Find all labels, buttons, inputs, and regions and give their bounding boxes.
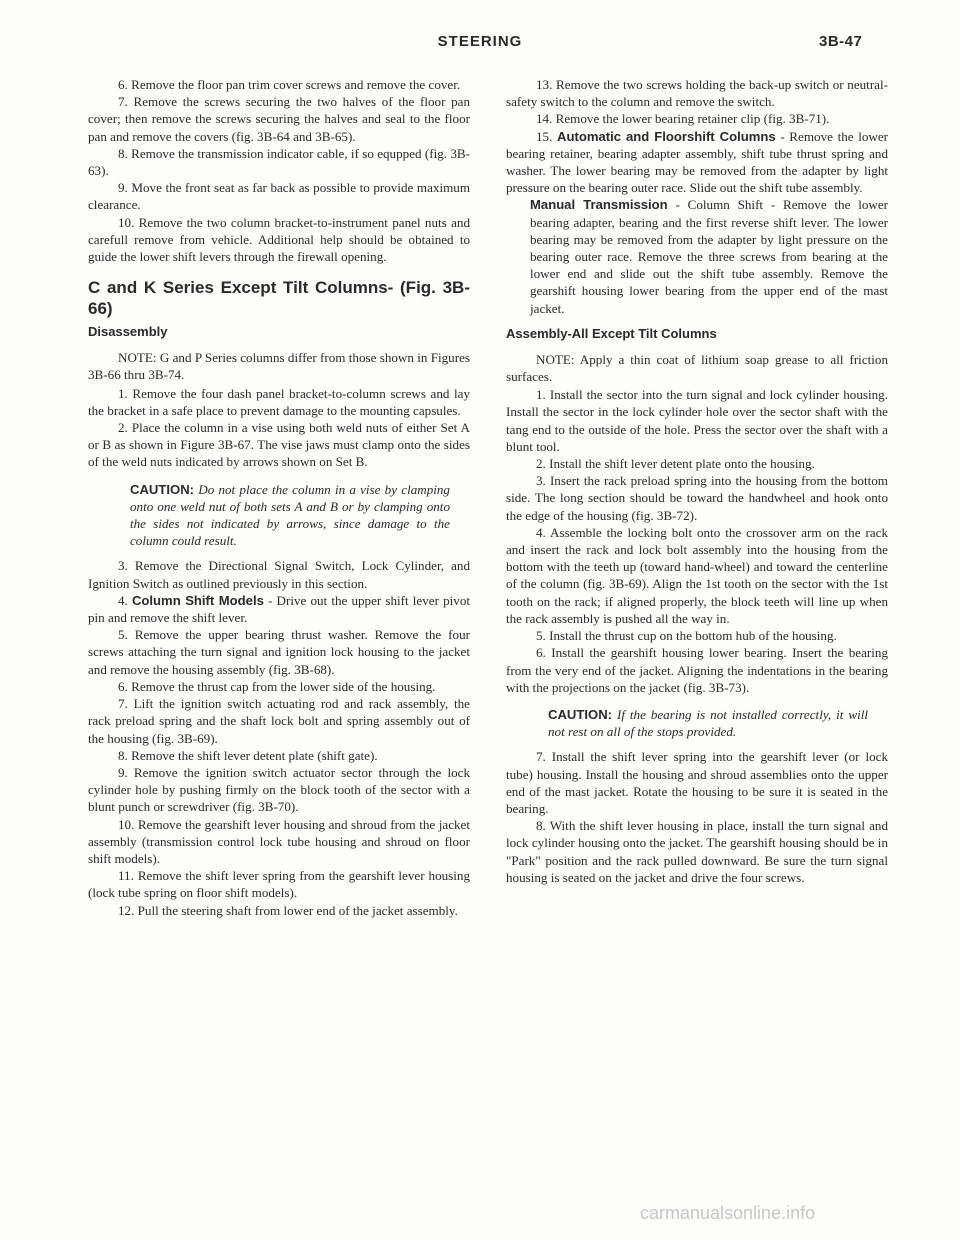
disassembly-step-1: 1. Remove the four dash panel bracket-to-column screws and lay the bracket in a safe place to prevent damage to the mounting capsules. bbox=[88, 385, 470, 418]
assembly-step-3: 3. Insert the rack preload spring into the housing from the bottom side. The long section should be toward the handwheel and hook onto the edge of the housing (fig. 3B-72). bbox=[506, 473, 888, 523]
page-number: 3B-47 bbox=[819, 33, 863, 50]
assembly-step-8: 8. With the shift lever housing in place, install the turn signal and lock cylinder housing onto the jacket. The gearshift housing should be in "Park" position and the rack pulled downward. Be sure the turn signal housing is seated on the jacket and drive the four screws. bbox=[506, 818, 888, 885]
column-shift-label: Column Shift Models bbox=[131, 592, 264, 608]
note-grease: NOTE: Apply a thin coat of lithium soap grease to all friction surfaces. bbox=[506, 351, 888, 385]
step-10: 10. Remove the two column bracket-to-instrument panel nuts and carefull remove from vehicle. Additional help should be obtained to guide the lower shift levers through the firewall opening. bbox=[88, 214, 470, 265]
assembly-heading: Assembly-All Except Tilt Columns bbox=[506, 325, 717, 341]
caution-bearing bbox=[506, 706, 888, 740]
disassembly-step-6: 6. Remove the thrust cap from the lower side of the housing. bbox=[118, 678, 436, 694]
caution-label: CAUTION: bbox=[548, 706, 613, 722]
note-series: NOTE: G and P Series columns differ from those shown in Figures 3B-66 thru 3B-74. bbox=[88, 350, 470, 383]
disassembly-step-13: 13. Remove the two screws holding the back-up switch or neutral-safety switch to the column and remove the switch. bbox=[506, 77, 888, 110]
assembly-step-7: 7. Install the shift lever spring into the gearshift lever (or lock tube) housing. Install the housing and shroud assemblies onto the upper end of the mast jacket. Rotate the housing to be sure it is seated in the bearing. bbox=[506, 749, 888, 816]
disassembly-step-4: 4. Column Shift Models - Drive out the upper shift lever pivot pin and remove the shift lever. bbox=[88, 592, 471, 626]
disassembly-step-2: 2. Place the column in a vise using both weld nuts of either Set A or B as shown in Figure 3B-67. The vise jaws must clamp onto the sides of the weld nuts indicated by arrows shown on Set B. bbox=[88, 420, 470, 470]
disassembly-step-5: 5. Remove the upper bearing thrust washer. Remove the four screws attaching the turn signal and ignition lock housing to the jacket and remove the housing assembly (fig. 3B-68). bbox=[88, 627, 470, 677]
assembly-step-5: 5. Install the thrust cup on the bottom hub of the housing. bbox=[536, 628, 837, 644]
step-8: 8. Remove the transmission indicator cable, if so equpped (fig. 3B-63). bbox=[88, 145, 470, 179]
disassembly-step-15: 15. Automatic and Floorshift Columns - Remove the lower bearing retainer, bearing adapter assembly, shift tube thrust spring and washer. The lower bearing may be removed from the adapter by light pressure on the bearing outer race. Slide out the shift tube assembly. bbox=[506, 128, 889, 196]
disassembly-step-12: 12. Pull the steering shaft from lower end of the jacket assembly. bbox=[118, 902, 458, 918]
running-title: STEERING bbox=[437, 33, 523, 50]
caution-text: Do not place the column in a vise by clamping onto one weld nut of both sets A and B or by clamping onto the sides not indicated by arrows, since damage to the column could result. bbox=[130, 481, 450, 549]
manual-transmission-step: Manual Transmission - Column Shift - Remove the lower bearing adapter, bearing and the first reverse shift lever. The lower bearing may be removed from the adapter by light pressure on the bearing outer race. Remove the three screws from bearing at the lower end and slide out the shift tube assembly. Remove the gearshift housing lower bearing from the upper end of the mast jacket. bbox=[530, 197, 889, 316]
step-6: 6. Remove the floor pan trim cover screws and remove the cover. bbox=[118, 77, 461, 92]
assembly-step-1: 1. Install the sector into the turn signal and lock cylinder housing. Install the sector in the lock cylinder hole over the sector shaft with the tang end to the outside of the hole. Press the sector over the shaft with a blunt tool. bbox=[506, 387, 888, 454]
assembly-step-2: 2. Install the shift lever detent plate onto the housing. bbox=[536, 456, 815, 472]
disassembly-step-7: 7. Lift the ignition switch actuating rod and rack assembly, the rack preload spring and the shaft lock bolt and spring assembly out of the housing (fig. 3B-69). bbox=[88, 696, 470, 746]
disassembly-step-11: 11. Remove the shift lever spring from the gearshift lever housing (lock tube spring on floor shift models). bbox=[88, 868, 470, 901]
step-7: 7. Remove the screws securing the two halves of the floor pan cover; then remove the screws securing the halves and seal to the floor pan and remove the covers (fig. 3B-64 and 3B-65). bbox=[88, 94, 470, 144]
assembly-step-4: 4. Assemble the locking bolt onto the crossover arm on the rack and insert the rack and lock bolt assembly into the housing from the bottom with the teeth up (toward hand-wheel) and toward the centerline of the column (fig. 3B-69). Align the 1st tooth on the sector with the 1st tooth on the rack; if aligned properly, the block teeth will line up when the rack assembly is pushed all the way in. bbox=[506, 524, 888, 626]
disassembly-step-3: 3. Remove the Directional Signal Switch, Lock Cylinder, and Ignition Switch as outlined previously in this section. bbox=[88, 558, 470, 591]
watermark: carmanualsonline.info bbox=[640, 1203, 816, 1223]
caution-label: CAUTION: bbox=[130, 481, 195, 497]
right-column bbox=[506, 76, 888, 886]
manual-transmission-label: Manual Transmission bbox=[530, 197, 668, 213]
caution-text: If the bearing is not installed correctly, it will not rest on all of the stops provided. bbox=[548, 706, 868, 740]
disassembly-step-8: 8. Remove the shift lever detent plate (shift gate). bbox=[118, 747, 378, 763]
assembly-step-6: 6. Install the gearshift housing lower bearing. Insert the bearing from the very end of the jacket. Aligning the indentations in the bearing with the projections on the jacket (fig. 3B-73). bbox=[506, 645, 888, 695]
step-9: 9. Move the front seat as far back as possible to provide maximum clearance. bbox=[88, 180, 470, 213]
caution-vise bbox=[88, 481, 470, 550]
disassembly-step-14: 14. Remove the lower bearing retainer clip (fig. 3B-71). bbox=[536, 111, 830, 127]
disassembly-step-9: 9. Remove the ignition switch actuator sector through the lock cylinder hole by pushing firmly on the block tooth of the sector with a blunt punch or screwdriver (fig. 3B-70). bbox=[88, 764, 470, 815]
automatic-floorshift-label: Automatic and Floorshift Columns bbox=[557, 128, 776, 144]
left-column bbox=[88, 76, 470, 919]
disassembly-heading: Disassembly bbox=[88, 324, 168, 340]
page-header bbox=[0, 30, 960, 54]
section-title: C and K Series Except Tilt Columns- (Fig. 3B-66) bbox=[88, 278, 470, 319]
disassembly-step-10: 10. Remove the gearshift lever housing and shroud from the jacket assembly (transmission control lock tube housing and shroud on floor shift models). bbox=[88, 816, 470, 866]
